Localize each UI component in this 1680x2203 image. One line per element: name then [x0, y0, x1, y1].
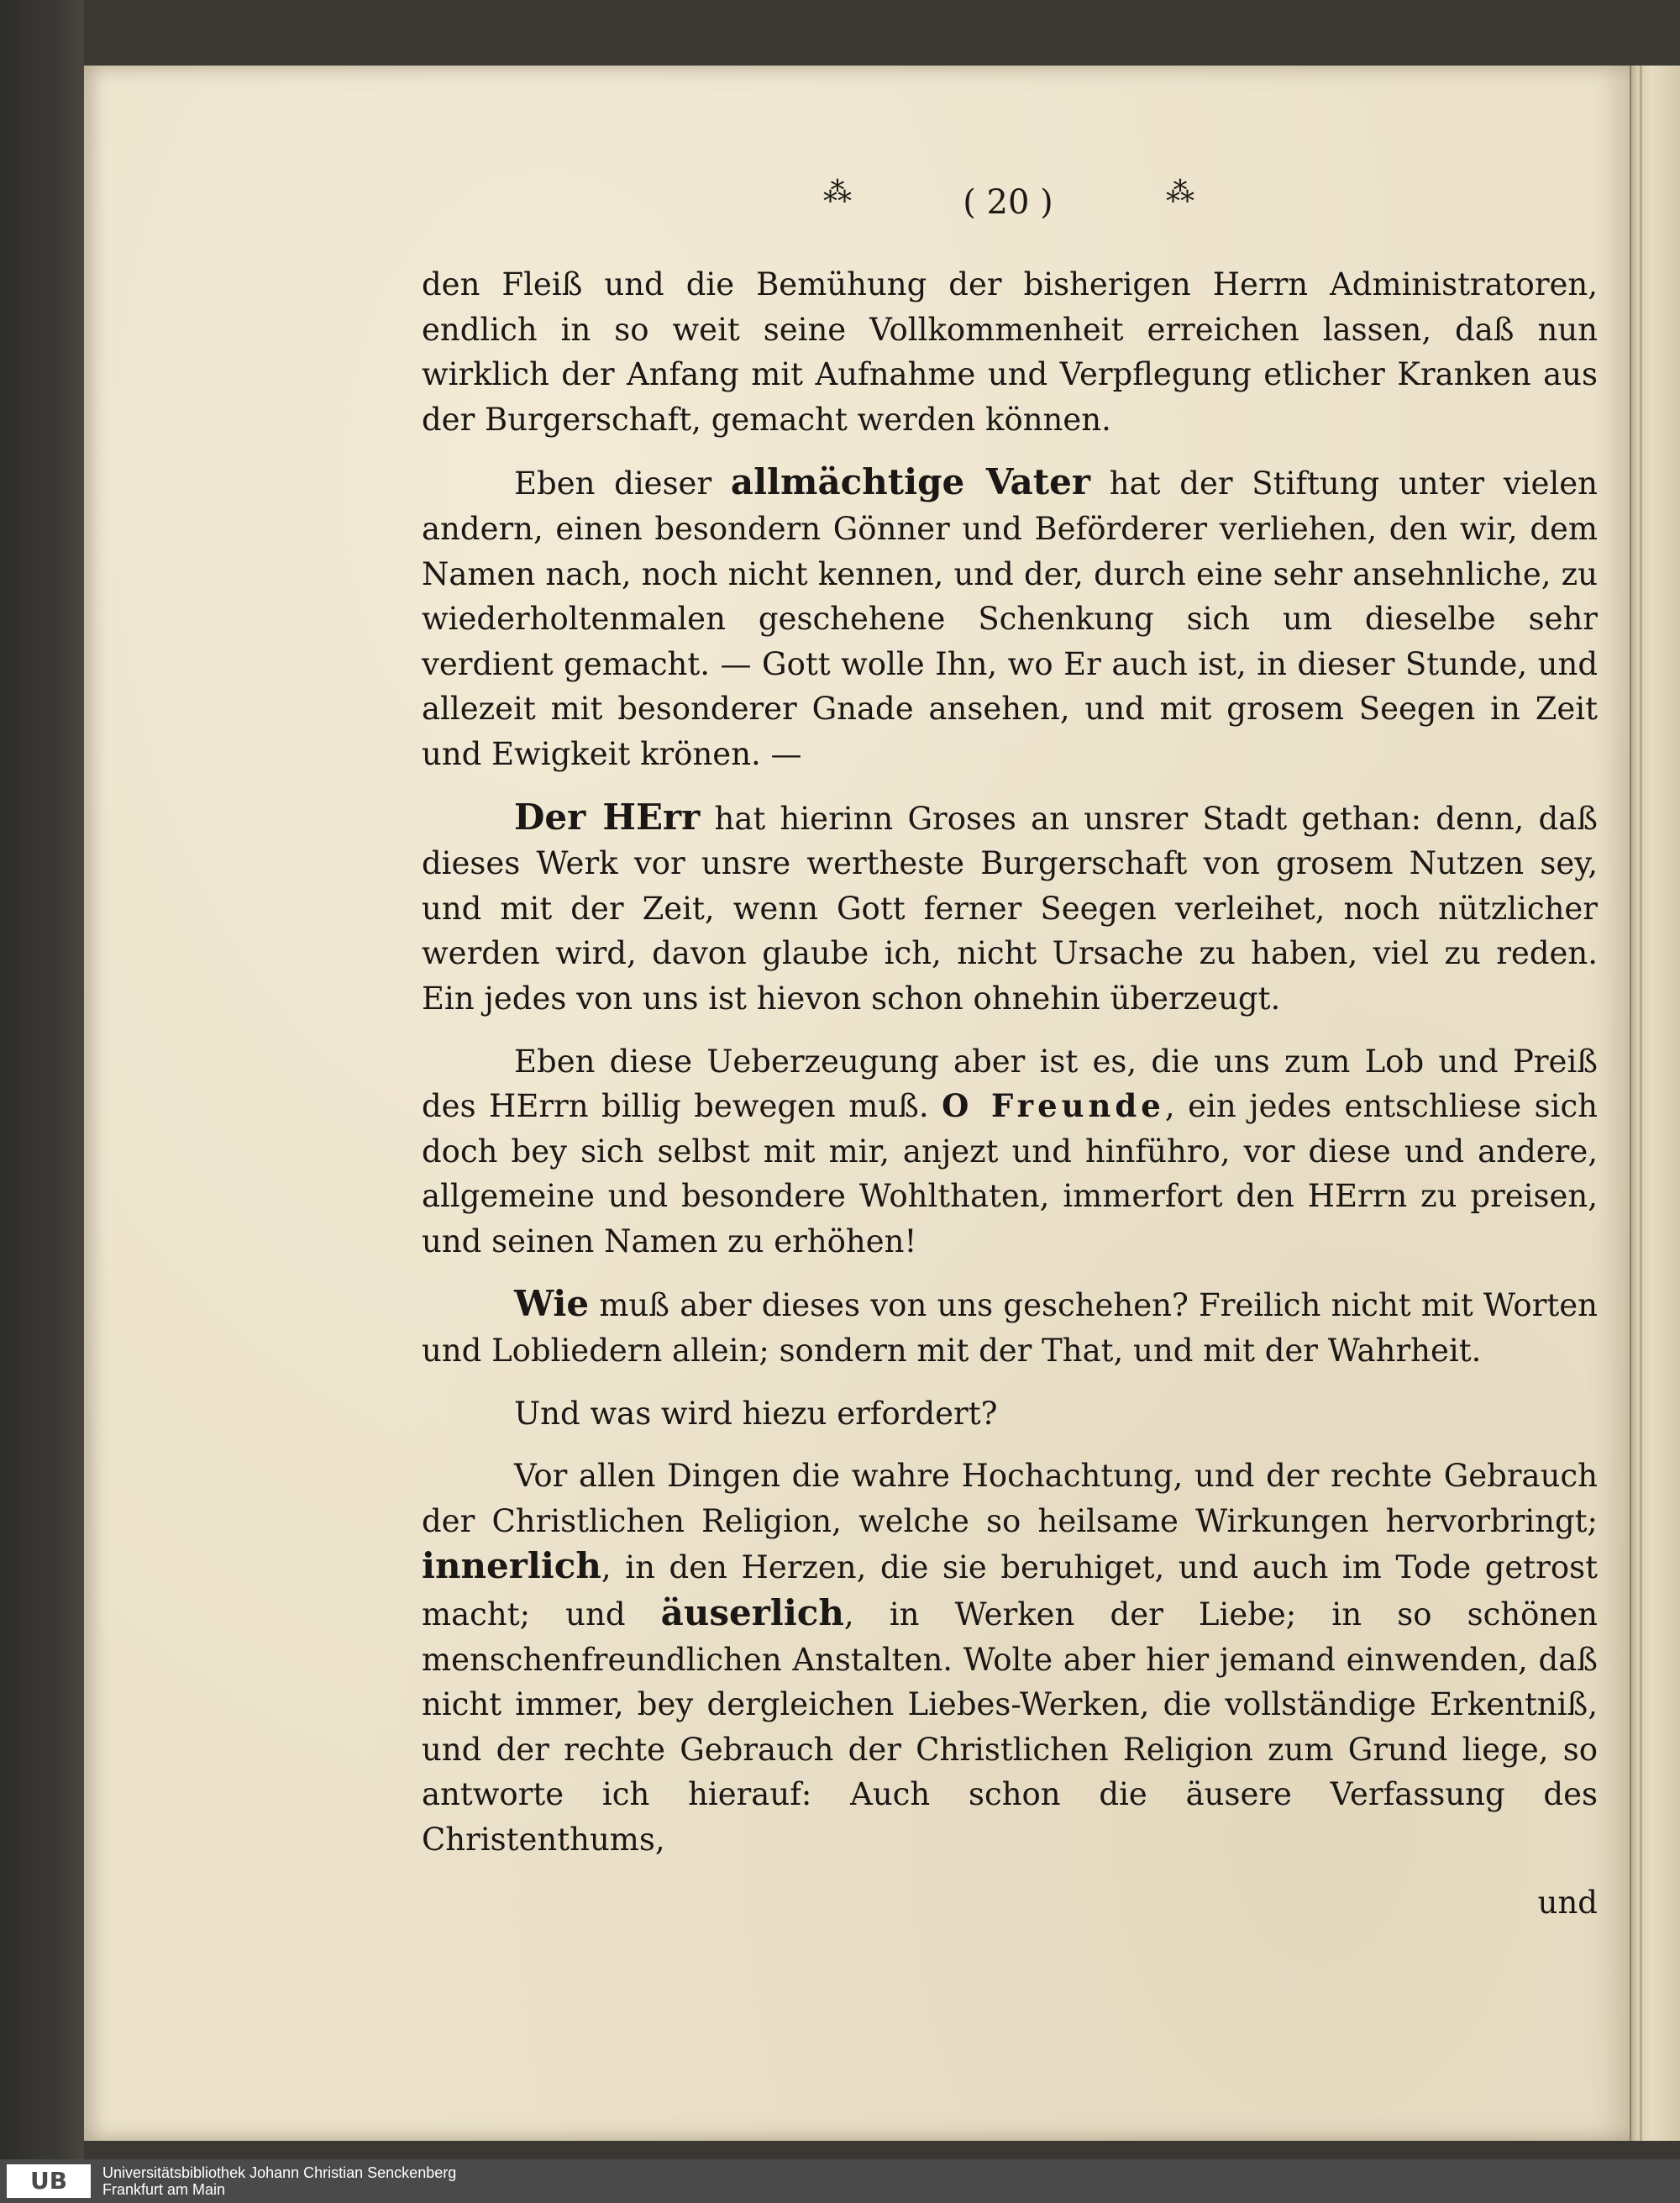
paragraph: [422, 1391, 1598, 1437]
catchword: und: [1537, 1884, 1598, 1921]
scanner-background: [0, 0, 84, 2159]
footer-bar: [0, 2159, 1680, 2203]
page-number: ( 20 ): [963, 183, 1053, 222]
emphasized-text: O Freunde: [942, 1087, 1165, 1125]
paragraph: [422, 460, 1598, 776]
paragraph: [422, 1454, 1598, 1862]
text-run: hat hierinn Groses an unsrer Stadt gethan: denn, daß dieses Werk vor unsre wertheste Burgerschaft von grosem Nutzen sey, und mit der Zeit, wenn Gott ferner Seegen verleihet, noch nützlicher werden wird, davon glaube ich, nicht Ursache zu haben, viel zu reden. Ein jedes von uns ist hievon schon ohnehin überzeugt.: [422, 800, 1598, 1017]
ub-logo: UB: [7, 2164, 91, 2198]
text-run: Eben dieser: [514, 465, 731, 502]
emphasized-text: äuserlich: [660, 1592, 844, 1634]
emphasized-text: Wie: [514, 1283, 590, 1325]
text-run: , in Werken der Liebe; in so schönen menschenfreundlichen Anstalten. Wolte aber hier jemand einwenden, daß nicht immer, bey dergleichen Liebes-Werken, die vollständige Erkentniß, und der rechte Gebrauch der Christlichen Religion zum Grund liege, so antworte ich hierauf: Auch schon die äusere Verfassung des Christenthums,: [422, 1596, 1598, 1858]
text-run: , in den Herzen, die sie beruhiget, und auch im Tode getrost macht; und: [422, 1549, 1598, 1633]
paragraph: [422, 262, 1598, 442]
asterism-ornament-icon: ⁂: [1166, 176, 1193, 209]
emphasized-text: allmächtige Vater: [730, 461, 1091, 503]
text-run: Vor allen Dingen die wahre Hochachtung, und der rechte Gebrauch der Christlichen Religion, welche so heilsame Wirkungen hervorbringt;: [422, 1458, 1598, 1539]
emphasized-text: innerlich: [422, 1545, 601, 1587]
library-name: Universitätsbibliothek Johann Christian Senckenberg: [102, 2164, 457, 2181]
body-text: [422, 262, 1598, 1925]
text-run: hat der Stiftung unter vielen andern, einen besondern Gönner und Beförderer verliehen, den wir, dem Namen nach, noch nicht kennen, und der, durch eine sehr ansehnliche, zu wiederholtenmalen geschehene Schenkung sich um dieselbe sehr verdient gemacht. — Gott wolle Ihn, wo Er auch ist, in dieser Stunde, und allezeit mit besonderer Gnade ansehen, und mit grosem Seegen in Zeit und Ewigkeit krönen. —: [422, 465, 1599, 772]
text-run: Und was wird hiezu erfordert?: [514, 1395, 998, 1432]
paragraph: [422, 795, 1598, 1022]
next-page-edge: [1630, 66, 1680, 2141]
paragraph: [422, 1281, 1598, 1373]
asterism-ornament-icon: ⁂: [823, 176, 850, 209]
emphasized-text: Der HErr: [514, 796, 701, 838]
page-header: [823, 178, 1193, 229]
text-run: den Fleiß und die Bemühung der bisherigen Herrn Administratoren, endlich in so weit seine Vollkommenheit erreichen lassen, daß nun wirklich der Anfang mit Aufnahme und Verpflegung etlicher Kranken aus der Burgerschaft, gemacht werden können.: [422, 266, 1598, 438]
text-run: muß aber dieses von uns geschehen? Freilich nicht mit Worten und Lobliedern allein; sondern mit der That, und mit der Wahrheit.: [422, 1287, 1598, 1370]
text-run: , ein jedes entschliese sich doch bey sich selbst mit mir, anjezt und hinführo, vor diese und andere, allgemeine und besondere Wohlthaten, immerfort den HErrn zu preisen, und seinen Namen zu erhöhen!: [422, 1088, 1598, 1259]
library-credit: [102, 2164, 456, 2198]
paragraph: [422, 1039, 1598, 1264]
library-city: Frankfurt am Main: [102, 2181, 226, 2198]
text-run: Eben diese Ueberzeugung aber ist es, die uns zum Lob und Preiß des HErrn billig bewegen muß.: [422, 1043, 1598, 1125]
